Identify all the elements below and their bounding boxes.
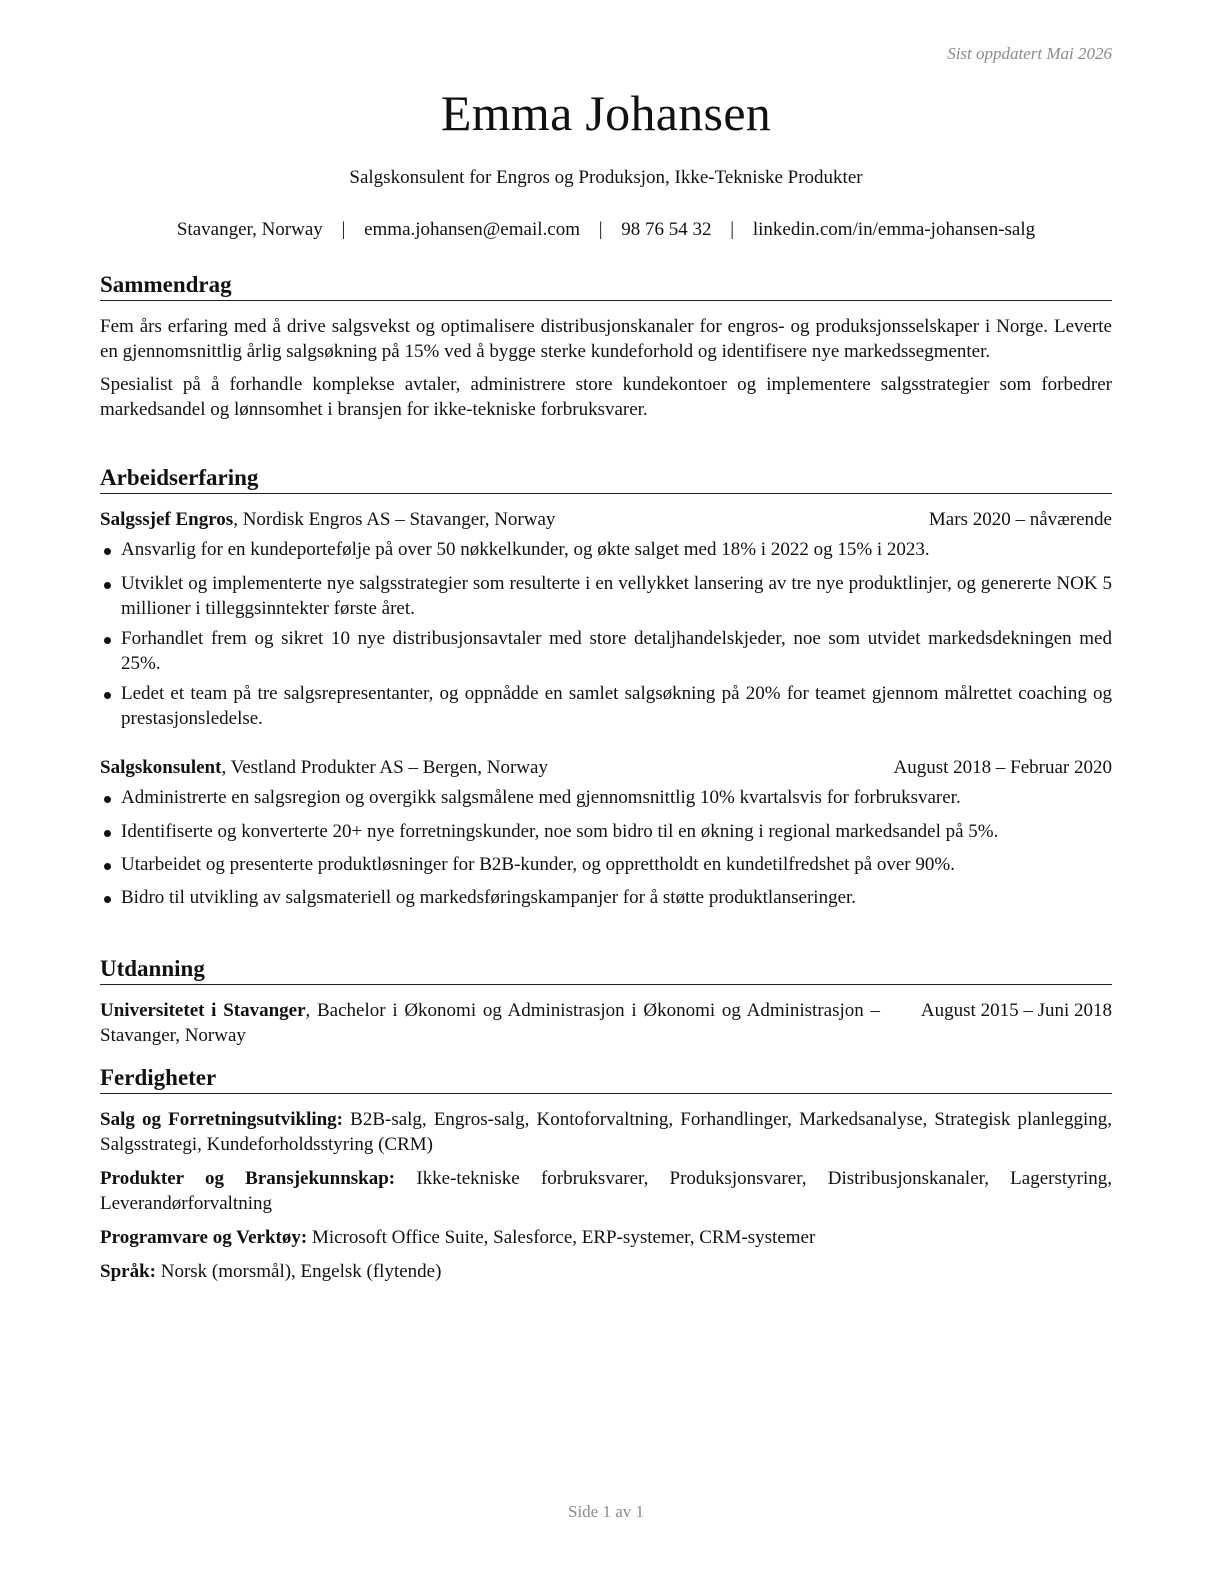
contact-separator: | [598, 219, 603, 240]
education-section [100, 954, 1112, 1048]
summary-section [100, 270, 1112, 422]
experience-section [100, 463, 1112, 910]
bullet-icon [104, 796, 111, 803]
skill-text: B2B-salg, Engros-salg, Kontoforvaltning, Forhandlinger, Markedsanalyse, Strategisk planlegging, Salgsstrategi, Kundeforholdsstyring (CRM) [100, 1109, 1112, 1155]
skill-text: Microsoft Office Suite, Salesforce, ERP-systemer, CRM-systemer [307, 1227, 816, 1248]
summary-paragraph: Fem års erfaring med å drive salgsvekst og optimalisere distribusjonskanaler for engros- og produksjonsselskaper i Norge. Leverte en gjennomsnittlig årlig salgsøkning på 15% ved å bygge sterke kundeforhold og identifisere nye markedssegmenter. [100, 316, 1112, 362]
job-dates: Mars 2020 – nåværende [928, 509, 1112, 530]
skill-label: Språk: [100, 1261, 156, 1282]
contact-separator: | [341, 219, 346, 240]
job-company: , Vestland Produkter AS – Bergen, Norway [221, 757, 548, 778]
job-bullet: Identifiserte og konverterte 20+ nye forretningskunder, noe som bidro til en økning i regional markedsandel på 5%. [100, 819, 1112, 844]
contact-linkedin[interactable]: linkedin.com/in/emma-johansen-salg [752, 219, 1036, 240]
contact-email[interactable]: emma.johansen@email.com [364, 219, 580, 240]
page-number: Side 1 av 1 [567, 1502, 645, 1521]
job-bullet: Administrerte en salgsregion og overgikk salgsmålene med gjennomsnittlig 10% kvartalsvis for forbruksvarer. [100, 785, 1112, 810]
contact-line [100, 219, 1112, 241]
job-entry [100, 755, 1112, 910]
skills-section [100, 1063, 1112, 1284]
education-school: Universitetet i Stavanger [100, 1000, 306, 1021]
job-bullet: Ansvarlig for en kundeportefølje på over 50 nøkkelkunder, og økte salget med 18% i 2022 og 15% i 2023. [100, 537, 1112, 562]
bullet-icon [104, 863, 111, 870]
last-updated-note: Sist oppdatert Mai 2026 [947, 44, 1112, 63]
education-degree: , Bachelor i Økonomi og Administrasjon i Økonomi og Administrasjon – Stavanger, Norway [100, 1000, 880, 1046]
resume-page [100, 0, 1112, 1584]
contact-location: Stavanger, Norway [176, 219, 323, 240]
summary-paragraph: Spesialist på å forhandle komplekse avtaler, administrere store kundekontoer og implementere salgsstrategier som forbedrer markedsandel og lønnsomhet i bransjen for ikke-tekniske forbruksvarer. [100, 374, 1112, 420]
job-company: , Nordisk Engros AS – Stavanger, Norway [233, 509, 556, 530]
skill-label: Salg og Forretningsutvikling: [100, 1109, 344, 1130]
job-role: Salgssjef Engros [100, 509, 234, 530]
section-title-education: Utdanning [100, 954, 1112, 985]
bullet-icon [104, 692, 111, 699]
job-bullet: Ledet et team på tre salgsrepresentanter, og oppnådde en samlet salgsøkning på 20% for teamet gjennom målrettet coaching og prestasjonsledelse. [100, 681, 1112, 731]
job-bullets [100, 785, 1112, 910]
bullet-icon [104, 582, 111, 589]
skill-line [100, 1259, 1112, 1284]
skill-line [100, 1107, 1112, 1157]
contact-phone: 98 76 54 32 [621, 219, 712, 240]
skill-text: Norsk (morsmål), Engelsk (flytende) [155, 1261, 442, 1282]
job-entry [100, 507, 1112, 731]
skill-label: Produkter og Bransjekunnskap: [100, 1168, 396, 1189]
skill-label: Programvare og Verktøy: [100, 1227, 308, 1248]
bullet-icon [104, 637, 111, 644]
job-header [100, 755, 1112, 780]
bullet-icon [104, 896, 111, 903]
job-dates: August 2018 – Februar 2020 [893, 757, 1112, 778]
job-header [100, 507, 1112, 532]
section-title-experience: Arbeidserfaring [100, 463, 1112, 494]
job-bullet: Utviklet og implementerte nye salgsstrategier som resulterte i en vellykket lansering av tre nye produktlinjer, og genererte NOK 5 millioner i tilleggsinntekter første året. [100, 571, 1112, 621]
job-bullet: Forhandlet frem og sikret 10 nye distribusjonsavtaler med store detaljhandelskjeder, noe som utvidet markedsdekningen med 25%. [100, 626, 1112, 676]
bullet-icon [104, 548, 111, 555]
bullet-icon [104, 830, 111, 837]
education-entry [100, 998, 1112, 1048]
contact-separator: | [730, 219, 735, 240]
section-title-summary: Sammendrag [100, 270, 1112, 301]
job-role: Salgskonsulent [100, 757, 222, 778]
candidate-headline: Salgskonsulent for Engros og Produksjon, Ikke-Tekniske Produkter [349, 167, 863, 188]
job-bullets [100, 537, 1112, 731]
section-title-skills: Ferdigheter [100, 1063, 1112, 1094]
job-bullet: Bidro til utvikling av salgsmateriell og markedsføringskampanjer for å støtte produktlanseringer. [100, 885, 1112, 910]
candidate-name: Emma Johansen [440, 85, 772, 141]
skill-line [100, 1166, 1112, 1216]
education-dates: August 2015 – Juni 2018 [920, 1000, 1112, 1021]
skill-line [100, 1225, 1112, 1250]
skill-text: Ikke-tekniske forbruksvarer, Produksjonsvarer, Distribusjonskanaler, Lagerstyring, Leverandørforvaltning [100, 1168, 1112, 1214]
job-bullet: Utarbeidet og presenterte produktløsninger for B2B-kunder, og opprettholdt en kundetilfredshet på over 90%. [100, 852, 1112, 877]
